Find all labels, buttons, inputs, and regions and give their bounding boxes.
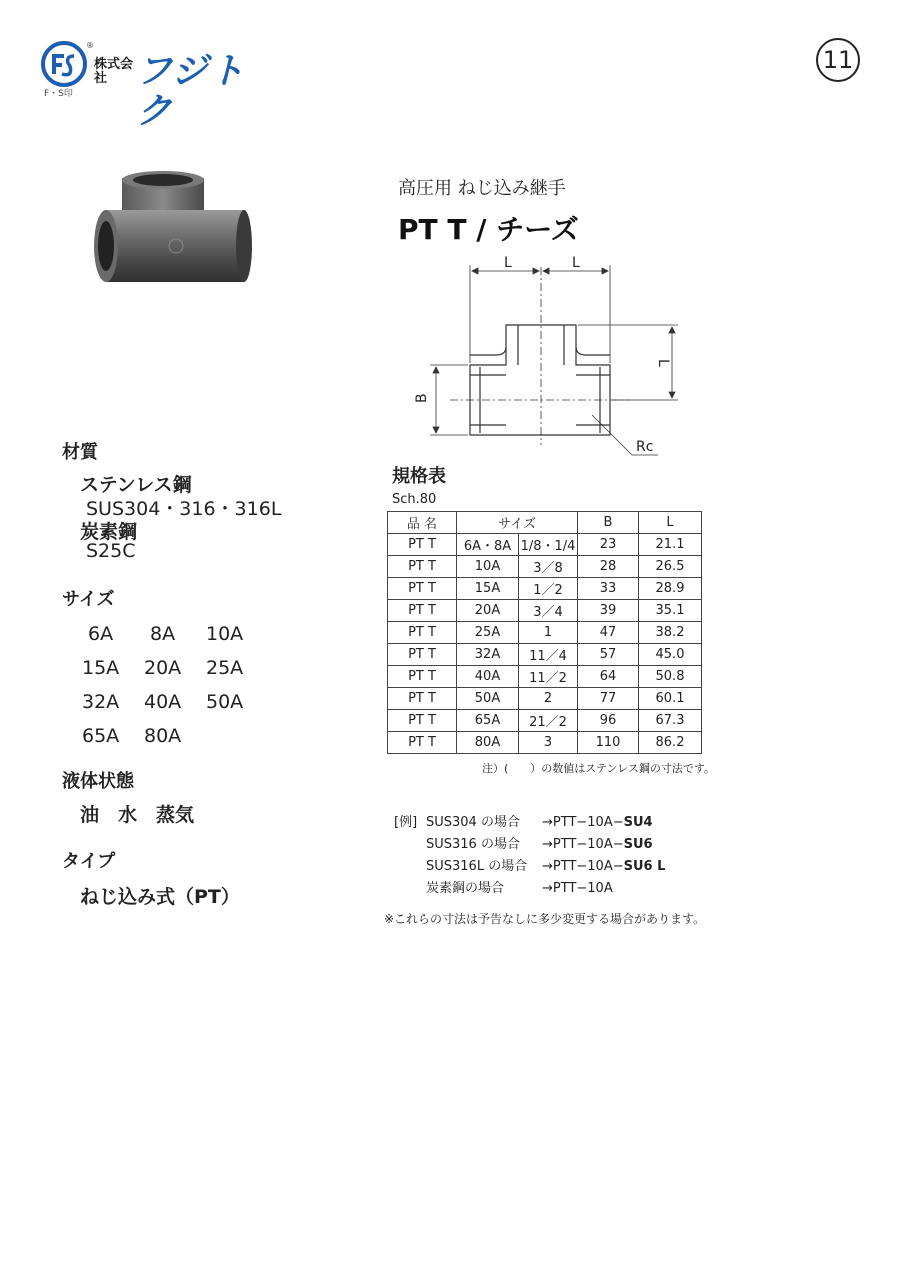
cell-b: 47 [578, 622, 639, 644]
carbon-grade: S25C [86, 540, 136, 562]
example-condition: SUS316L の場合 [426, 859, 528, 874]
cell-b: 77 [578, 688, 639, 710]
cell-size-inch: 2 [519, 688, 578, 710]
dim-label-b: B [414, 393, 430, 403]
cell-l: 28.9 [639, 578, 702, 600]
size-row [82, 719, 268, 753]
col-header-size: サイズ [457, 512, 578, 534]
type-value: ねじ込み式（PT） [80, 886, 240, 908]
cell-name: PT T [388, 666, 457, 688]
cell-b: 64 [578, 666, 639, 688]
size-heading: サイズ [62, 589, 115, 610]
logo-brand-text: フジトク [136, 51, 246, 132]
example-condition: SUS304 の場合 [426, 815, 520, 830]
cell-size-inch: 3／4 [519, 600, 578, 622]
cell-size-a: 6A・8A [457, 534, 519, 556]
table-row [388, 600, 702, 622]
cell-name: PT T [388, 556, 457, 578]
cell-size-a: 65A [457, 710, 519, 732]
stainless-label: ステンレス鋼 [80, 474, 192, 496]
table-row [388, 534, 702, 556]
table-row [388, 622, 702, 644]
product-title: PT T / チーズ [398, 213, 579, 246]
cell-b: 33 [578, 578, 639, 600]
schedule-label: Sch.80 [392, 492, 437, 507]
size-value: 25A [206, 657, 244, 679]
size-value: 8A [150, 623, 176, 645]
cell-b: 57 [578, 644, 639, 666]
dim-label-l2: L [572, 255, 580, 271]
cell-l: 86.2 [639, 732, 702, 754]
table-row [388, 644, 702, 666]
example-row [394, 812, 665, 834]
spec-heading: 規格表 [392, 466, 446, 487]
cell-size-a: 32A [457, 644, 519, 666]
table-row [388, 732, 702, 754]
stainless-grades: SUS304・316・316L [86, 498, 282, 520]
cell-size-a: 80A [457, 732, 519, 754]
table-row [388, 710, 702, 732]
col-header-b: B [578, 512, 639, 534]
table-row [388, 688, 702, 710]
size-value: 6A [88, 623, 114, 645]
logo-company-text: 株式会社 [94, 57, 134, 86]
dim-label-l3: L [655, 359, 671, 367]
cell-name: PT T [388, 622, 457, 644]
cell-size-inch: 1 [519, 622, 578, 644]
cell-size-inch: 21／2 [519, 710, 578, 732]
carbon-label: 炭素鋼 [80, 521, 138, 543]
page-number: 11 [816, 38, 860, 82]
cell-b: 23 [578, 534, 639, 556]
example-row [394, 856, 665, 878]
cell-l: 35.1 [639, 600, 702, 622]
cell-name: PT T [388, 732, 457, 754]
cell-b: 110 [578, 732, 639, 754]
cell-name: PT T [388, 644, 457, 666]
cell-size-inch: 11／2 [519, 666, 578, 688]
size-value: 32A [82, 691, 120, 713]
cell-l: 50.8 [639, 666, 702, 688]
footnote: ※これらの寸法は予告なしに多少変更する場合があります。 [384, 912, 706, 926]
cell-size-a: 40A [457, 666, 519, 688]
technical-drawing [410, 255, 690, 465]
col-header-name: 品 名 [388, 512, 457, 534]
cell-size-inch: 3 [519, 732, 578, 754]
cell-size-a: 15A [457, 578, 519, 600]
table-row [388, 578, 702, 600]
dim-label-rc: Rc [636, 439, 654, 455]
example-code: →PTT−10A− [542, 837, 624, 852]
example-code: →PTT−10A− [542, 815, 624, 830]
cell-name: PT T [388, 534, 457, 556]
size-row [82, 617, 268, 651]
example-suffix: SU6 L [623, 859, 666, 874]
spec-table [387, 511, 702, 754]
size-value: 40A [144, 691, 182, 713]
product-photo [92, 170, 252, 300]
example-suffix: SU6 [623, 837, 653, 852]
cell-size-a: 25A [457, 622, 519, 644]
type-heading: タイプ [62, 851, 116, 872]
material-heading: 材質 [62, 442, 98, 463]
cell-size-inch: 1/8・1/4 [519, 534, 578, 556]
cell-l: 21.1 [639, 534, 702, 556]
order-examples [394, 812, 665, 900]
size-grid [82, 617, 268, 753]
size-value: 15A [82, 657, 120, 679]
svg-text:®: ® [86, 41, 94, 50]
example-row [394, 834, 665, 856]
table-header-row [388, 512, 702, 534]
cell-l: 38.2 [639, 622, 702, 644]
example-tag: [例] [394, 815, 418, 830]
cell-l: 60.1 [639, 688, 702, 710]
size-row [82, 685, 268, 719]
table-row [388, 666, 702, 688]
example-row [394, 878, 665, 900]
size-value: 20A [144, 657, 182, 679]
cell-l: 26.5 [639, 556, 702, 578]
cell-size-a: 50A [457, 688, 519, 710]
fluid-value: 油 水 蒸気 [80, 804, 195, 826]
table-row [388, 556, 702, 578]
example-condition: SUS316 の場合 [426, 837, 520, 852]
cell-name: PT T [388, 600, 457, 622]
fluid-heading: 液体状態 [62, 771, 134, 792]
cell-name: PT T [388, 578, 457, 600]
cell-size-inch: 1／2 [519, 578, 578, 600]
example-code: →PTT−10A [542, 881, 613, 896]
cell-size-a: 20A [457, 600, 519, 622]
logo-mark-caption: F・S印 [44, 89, 73, 99]
cell-name: PT T [388, 688, 457, 710]
cell-b: 39 [578, 600, 639, 622]
size-row [82, 651, 268, 685]
cell-b: 28 [578, 556, 639, 578]
cell-name: PT T [388, 710, 457, 732]
company-logo [40, 40, 270, 132]
cell-size-inch: 3／8 [519, 556, 578, 578]
cell-size-a: 10A [457, 556, 519, 578]
table-note: 注）( ）の数値はステンレス鋼の寸法です。 [482, 762, 716, 775]
cell-b: 96 [578, 710, 639, 732]
cell-l: 45.0 [639, 644, 702, 666]
dim-label-l1: L [504, 255, 512, 271]
example-suffix: SU4 [623, 815, 653, 830]
col-header-l: L [639, 512, 702, 534]
cell-size-inch: 11／4 [519, 644, 578, 666]
size-value: 65A [82, 725, 120, 747]
example-condition: 炭素鋼の場合 [426, 881, 505, 896]
example-code: →PTT−10A− [542, 859, 624, 874]
cell-l: 67.3 [639, 710, 702, 732]
size-value: 80A [144, 725, 182, 747]
size-value: 10A [206, 623, 244, 645]
size-value: 50A [206, 691, 244, 713]
product-subtitle: 高圧用 ねじ込み継手 [398, 178, 566, 199]
